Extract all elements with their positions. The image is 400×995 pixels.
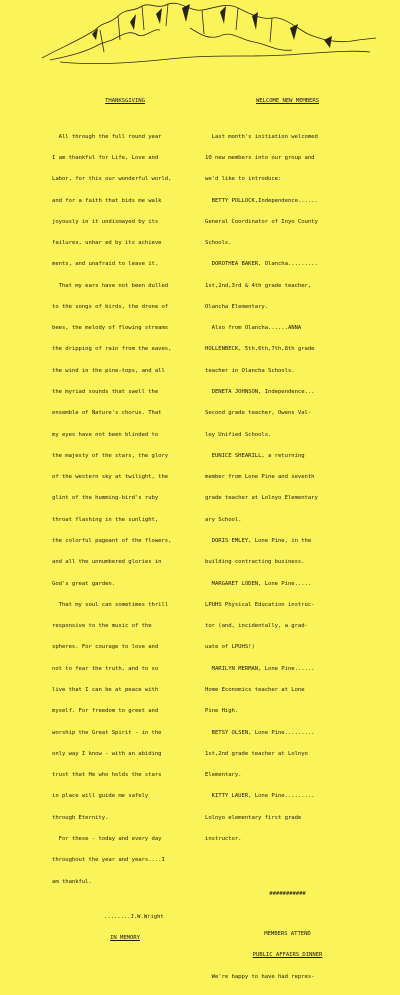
thanksgiving-line: ensemble of Nature's chorus. That: [52, 410, 162, 417]
welcome-line: LPUHS Physical Education instruc-: [205, 601, 315, 608]
mountain-sketch: [40, 0, 380, 78]
thanksgiving-line: to the songs of birds, the drone of: [52, 303, 169, 310]
dinner-line: We're happy to have had repres-: [205, 973, 315, 980]
welcome-line: member from Lone Pine and seventh: [205, 474, 315, 481]
welcome-line: teacher in Olancha Schools.: [205, 367, 295, 374]
thanksgiving-line: only way I know - with an abiding: [52, 750, 162, 757]
thanksgiving-line: spheres. For courage to love and: [52, 644, 159, 651]
welcome-line: uate of LPUHS!): [205, 644, 255, 651]
welcome-line: grade teacher at Lolnyo Elementary: [205, 495, 318, 502]
section-separator: ###########: [269, 890, 306, 897]
thanksgiving-line: I am thankful for Life, Love and: [52, 154, 159, 161]
thanksgiving-line: of the western sky at twilight, the: [52, 474, 169, 481]
welcome-line: Lolnyo elementary first grade: [205, 814, 302, 821]
welcome-line: MARGARET LODEN, Lone Pine.....: [205, 580, 312, 587]
thanksgiving-line: and for a faith that bids me walk: [52, 197, 162, 204]
thanksgiving-line: the dripping of rain from the eaves,: [52, 346, 172, 353]
thanksgiving-line: in place will guide me safely: [52, 793, 149, 800]
dinner-heading-line1: MEMBERS ATTEND: [264, 931, 311, 938]
thanksgiving-line: myself. For freedom to greet and: [52, 708, 159, 715]
thanksgiving-line: throughout the year and years....I: [52, 857, 165, 864]
thanksgiving-line: throat flashing in the sunlight,: [52, 516, 159, 523]
welcome-line: BETSY OLSEN, Lone Pine.........: [205, 729, 315, 736]
welcome-heading: WELCOME NEW MEMBERS: [255, 98, 320, 105]
thanksgiving-line: worship the Great Spirit - in the: [52, 729, 162, 736]
thanksgiving-line: glint of the humming-bird's ruby: [52, 495, 159, 502]
thanksgiving-line: the majesty of the stars, the glory: [52, 452, 169, 459]
welcome-line: ley Unified Schools.: [205, 431, 272, 438]
thanksgiving-line: the myriad sounds that swell the: [52, 389, 159, 396]
thanksgiving-line: Labor, for this our wonderful world,: [52, 176, 172, 183]
thanksgiving-line: For these - today and every day: [52, 835, 162, 842]
welcome-line: DORIS EMLEY, Lone Pine, in the: [205, 538, 312, 544]
thanksgiving-line: That my ears have not been dulled: [52, 282, 169, 289]
thanksgiving-line: the colorful pageant of the flowers,: [52, 538, 172, 544]
welcome-line: Home Economics teacher at Lone: [205, 686, 305, 693]
welcome-line: Olancha Elementary.: [205, 303, 269, 310]
welcome-line: building contracting business.: [205, 559, 305, 566]
welcome-line: General Coordinator of Inyo County: [205, 218, 318, 225]
thanksgiving-column: [52, 84, 202, 957]
in-memory-heading: IN MEMORY: [110, 935, 140, 942]
welcome-line: Also from Olancha......ANNA: [205, 325, 302, 332]
welcome-line: BETTY POLLOCK,Independence......: [205, 197, 318, 204]
thanksgiving-line: joyously in it undismayed by its: [52, 218, 159, 225]
welcome-line: ary School.: [205, 516, 242, 523]
welcome-line: Elementary.: [205, 772, 242, 779]
thanksgiving-line: trust that He who holds the stars: [52, 772, 162, 779]
thanksgiving-line: the wind in the pine-tops, and all: [52, 367, 165, 374]
welcome-line: DOROTHEA BAKER, Olancha.........: [205, 261, 318, 268]
thanksgiving-signature: ........J.W.Wright: [104, 913, 164, 920]
thanksgiving-heading: THANKSGIVING: [105, 98, 145, 105]
thanksgiving-line: failures, unhar ed by its achieve: [52, 240, 162, 247]
welcome-line: tor (and, incidentally, a grad-: [205, 623, 308, 630]
welcome-line: 10 new members into our group and: [205, 154, 315, 161]
welcome-body: [205, 119, 375, 857]
welcome-line: Schools.: [205, 240, 232, 247]
welcome-line: EUNICE SHEARILL, a returning: [205, 452, 305, 459]
welcome-line: Second grade teacher, Owens Val-: [205, 410, 312, 417]
thanksgiving-line: bees, the melody of flowing streams: [52, 325, 169, 332]
thanksgiving-body: [52, 119, 202, 899]
thanksgiving-line: live that I can be at peace with: [52, 686, 159, 693]
welcome-line: MARILYN MERMAN, Lone Pine......: [205, 665, 315, 672]
welcome-line: 1st,2nd,3rd & 4th grade teacher,: [205, 282, 312, 289]
thanksgiving-line: through Eternity.: [52, 814, 109, 821]
thanksgiving-line: my eyes have not been blinded to: [52, 431, 159, 438]
welcome-line: we'd like to introduce:: [205, 176, 282, 183]
thanksgiving-line: All through the full round year: [52, 133, 162, 140]
welcome-line: KITTY LAUER, Lone Pine.........: [205, 793, 315, 800]
welcome-column: [205, 84, 375, 995]
welcome-line: DENETA JOHNSON, Independence...: [205, 389, 315, 396]
thanksgiving-line: ments, and unafraid to leave it.: [52, 261, 159, 268]
thanksgiving-line: responsive to the music of the: [52, 623, 152, 630]
welcome-line: instructor.: [205, 835, 242, 842]
welcome-line: HOLLENBECK, 5th,6th,7th,8th grade: [205, 346, 315, 353]
welcome-line: Last month's initiation welcomed: [205, 133, 318, 140]
thanksgiving-line: and all the unnumbered glories in: [52, 559, 162, 566]
dinner-heading-line2: PUBLIC AFFAIRS DINNER: [252, 952, 323, 959]
thanksgiving-line: not to fear the truth, and to so: [52, 665, 159, 672]
welcome-line: Pine High.: [205, 708, 239, 715]
thanksgiving-line: God's great garden.: [52, 580, 116, 587]
welcome-line: 1st,2nd grade teacher at Lolnyo: [205, 750, 308, 757]
thanksgiving-line: am thankful.: [52, 878, 92, 885]
thanksgiving-line: That my soul can sometimes thrill: [52, 601, 169, 608]
